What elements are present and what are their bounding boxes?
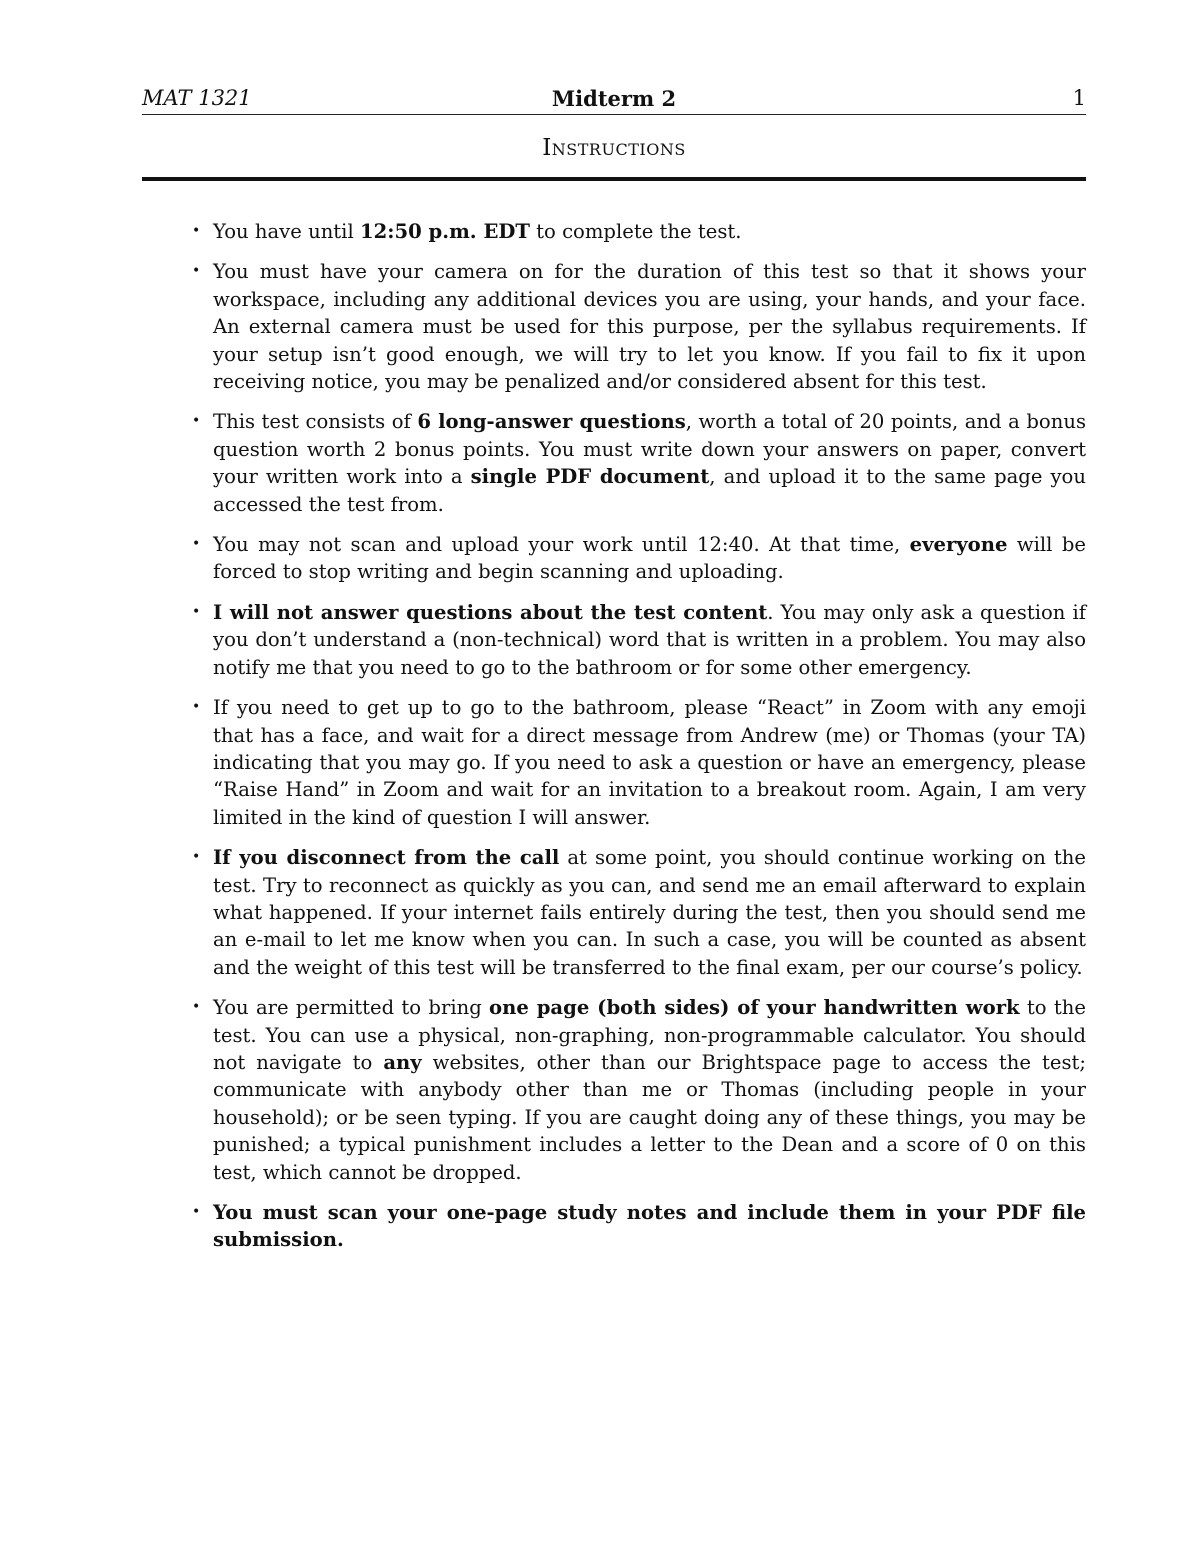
- bullet-icon: •: [192, 1204, 201, 1220]
- instruction-text: . You may only ask a question if you don’t understand a (non-technical) word that is written in a problem. You may also notify me that you need to go to the bathroom or for some other emergency.: [213, 600, 1086, 679]
- bullet-icon: •: [192, 536, 201, 553]
- page-header: [142, 84, 1086, 115]
- instruction-text: You have until: [213, 220, 360, 243]
- instruction-item: [142, 408, 1086, 518]
- instruction-text: This test consists of: [213, 410, 418, 434]
- instruction-text: , worth a total of 20 points, and a bonus question worth 2 bonus points. You must write down your answers on paper, convert your written work into a: [213, 410, 1086, 489]
- instruction-item: [142, 694, 1086, 831]
- instruction-text: You must have your camera on for the duration of this test so that it shows your workspace, including any additional devices you are using, your hands, and your face. An external camera must be used for this purpose, per the syllabus requirements. If your setup isn’t good enough, we will try to let you know. If you fail to fix it upon receiving notice, you may be penalized and/or considered absent for this test.: [213, 260, 1086, 394]
- instruction-item: [142, 994, 1086, 1186]
- instruction-text: You are permitted to bring: [213, 996, 490, 1020]
- instruction-bold-text: 12:50 p.m. EDT: [359, 220, 530, 243]
- instruction-text: websites, other than our Brightspace page to access the test; communicate with anybody other than me or Thomas (including people in your household); or be seen typing. If you are caught doing any of these things, you may be punished; a typical punishment includes a letter to the Dean and a score of 0 on this test, which cannot be dropped.: [213, 1050, 1086, 1184]
- section-rule: [142, 177, 1086, 181]
- instruction-bold-text: one page (both sides) of your handwritten work: [489, 996, 1020, 1020]
- section-title: Instructions: [542, 135, 686, 161]
- instruction-text: to complete the test.: [529, 220, 742, 243]
- instruction-bold-text: everyone: [909, 533, 1008, 557]
- exam-title: Midterm 2: [551, 86, 677, 111]
- instruction-text: If you need to get up to go to the bathroom, please “React” in Zoom with any emoji that has a face, and wait for a direct message from Andrew (me) or Thomas (your TA) indicating that you may go. If you need to ask a question or have an emergency, please “Raise Hand” in Zoom and wait for an invitation to a breakout room. Again, I am very limited in the kind of question I will answer.: [213, 696, 1086, 829]
- bullet-icon: •: [192, 699, 201, 716]
- course-code: MAT 1321: [142, 86, 252, 110]
- instruction-bold-text: You must scan your one-page study notes and include them in your PDF file submission.: [213, 1201, 1086, 1252]
- instruction-item: [142, 531, 1086, 586]
- page-number: 1: [1072, 86, 1086, 110]
- instruction-item: [142, 844, 1086, 981]
- bullet-icon: •: [192, 223, 201, 239]
- instruction-bold-text: If you disconnect from the call: [213, 846, 560, 870]
- instruction-bold-text: I will not answer questions about the test content: [213, 600, 768, 624]
- instruction-text: at some point, you should continue working on the test. Try to reconnect as quickly as you can, and send me an email afterward to explain what happened. If your internet fails entirely during the test, then you should send me an e-mail to let me know when you can. In such a case, you will be counted as absent and the weight of this test will be transferred to the final exam, per our course’s policy.: [213, 846, 1086, 979]
- instruction-text: will be forced to stop writing and begin scanning and uploading.: [213, 533, 1086, 584]
- instruction-bold-text: 6 long-answer questions: [417, 410, 686, 434]
- instruction-text: You may not scan and upload your work until 12:40. At that time,: [213, 533, 910, 557]
- bullet-icon: •: [192, 413, 201, 430]
- instruction-bold-text: any: [383, 1050, 422, 1074]
- instruction-item: [142, 1199, 1086, 1254]
- instruction-list: [142, 218, 1086, 1267]
- instruction-bold-text: single PDF document: [470, 465, 710, 489]
- bullet-icon: •: [192, 999, 201, 1016]
- bullet-icon: •: [192, 849, 201, 866]
- instruction-item: [142, 218, 1086, 245]
- bullet-icon: •: [192, 603, 201, 620]
- instruction-item: [142, 599, 1086, 681]
- bullet-icon: •: [192, 263, 201, 280]
- instruction-text: , and upload it to the same page you accessed the test from.: [213, 465, 1086, 516]
- instruction-item: [142, 258, 1086, 395]
- instruction-text: to the test. You can use a physical, non-graphing, non-programmable calculator. You should not navigate to: [213, 996, 1086, 1074]
